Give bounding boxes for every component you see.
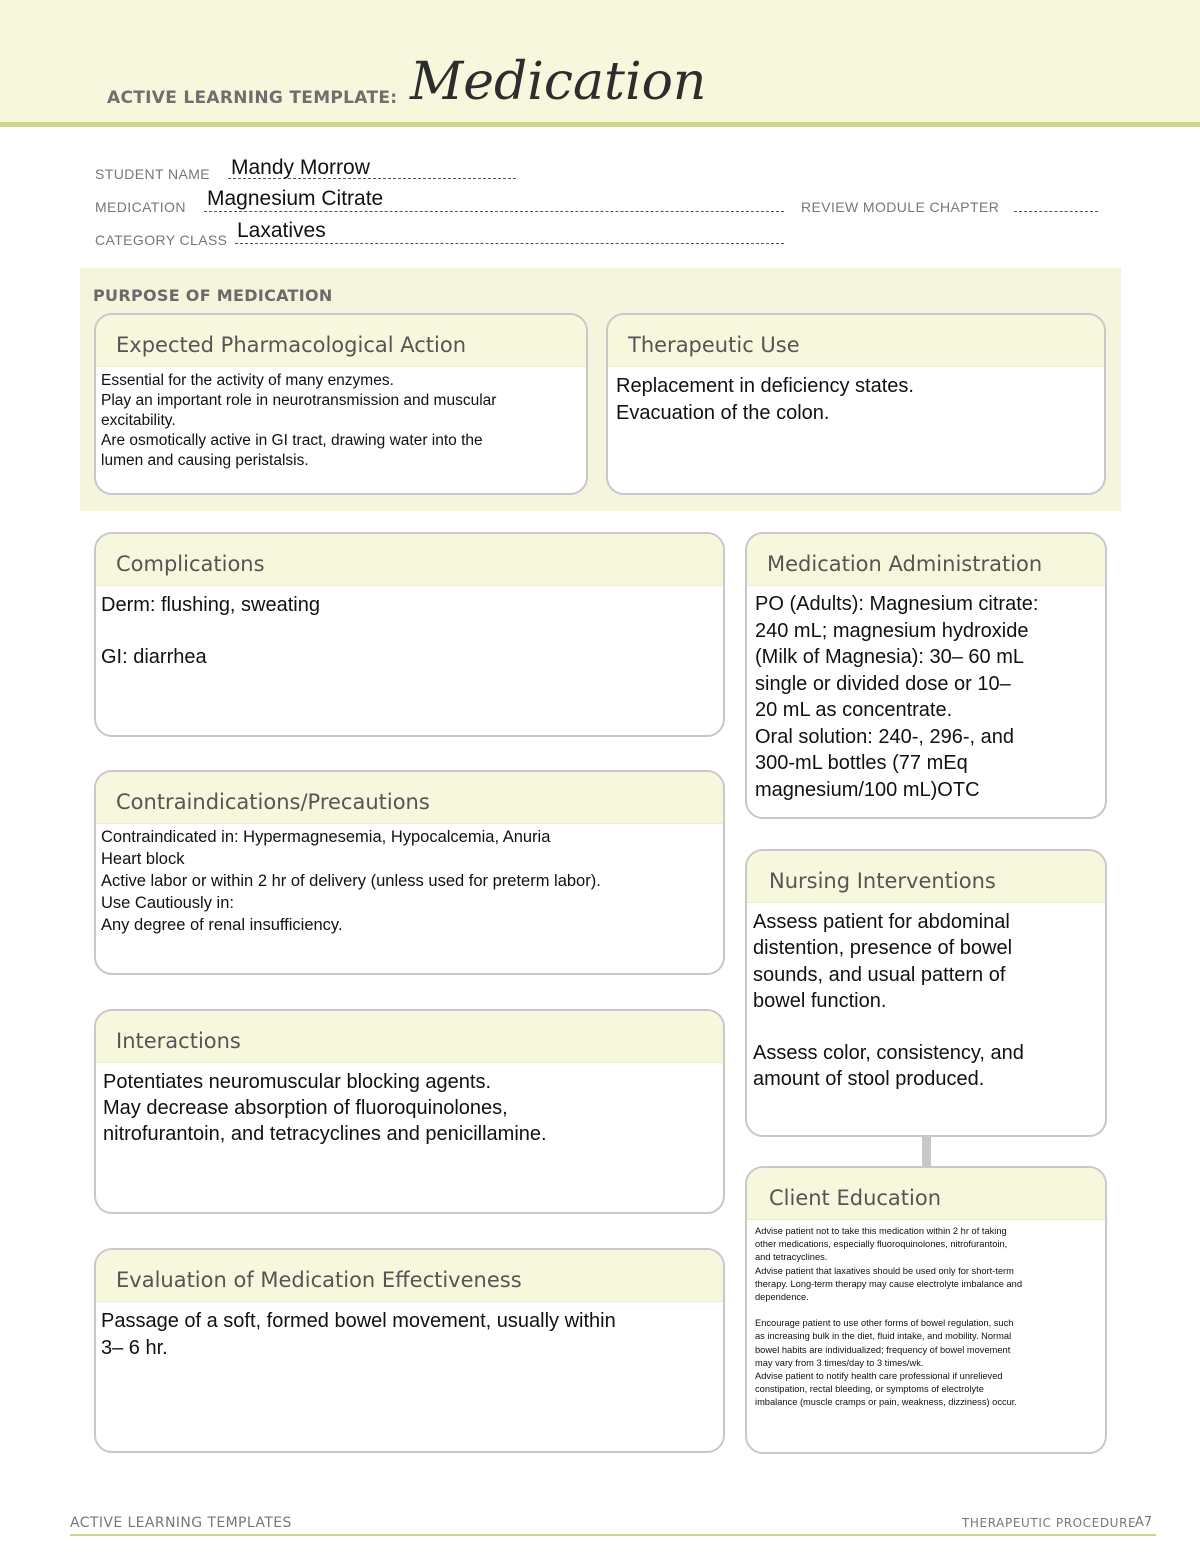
medication-line (204, 211, 784, 212)
text-line: bowel habits are individualized; frequency of bowel movement (755, 1344, 1011, 1355)
text-line: amount of stool produced. (753, 1068, 985, 1091)
text-line: Passage of a soft, formed bowel movement, usually within (101, 1310, 616, 1332)
text-line: Assess patient for abdominal (753, 911, 1010, 933)
text-line: (Milk of Magnesia): 30– 60 mL (755, 646, 1025, 668)
complications-title: Complications (116, 552, 265, 576)
text-line: and tetracyclines. (755, 1252, 828, 1263)
text-line: Assess color, consistency, and (753, 1042, 1024, 1065)
text-line: 3– 6 hr. (101, 1337, 168, 1359)
text-line: lumen and causing peristalsis. (101, 452, 309, 469)
category-field[interactable]: Laxatives (237, 219, 326, 242)
header-rule (0, 122, 1200, 127)
text-line: Advise patient not to take this medication within 2 hr of taking (755, 1226, 1007, 1236)
review-module-label: REVIEW MODULE CHAPTER (801, 199, 1000, 215)
interactions-title: Interactions (116, 1029, 241, 1053)
text-line: 20 mL as concentrate. (755, 699, 953, 721)
text-line: Heart block (101, 850, 185, 868)
evaluation-text (101, 1308, 717, 1362)
text-line: 300-mL bottles (77 mEq (755, 752, 968, 774)
student-name-field[interactable]: Mandy Morrow (231, 156, 370, 179)
text-line: imbalance (muscle cramps or pain, weakness, dizziness) occur. (755, 1397, 1017, 1408)
text-line: therapy. Long-term therapy may cause electrolyte imbalance and (755, 1278, 1022, 1289)
evaluation-card (94, 1248, 725, 1453)
text-line: constipation, rectal bleeding, or symptoms of electrolyte (755, 1384, 984, 1395)
text-line: Encourage patient to use other forms of bowel regulation, such (755, 1318, 1014, 1329)
purpose-title: PURPOSE OF MEDICATION (93, 286, 333, 305)
expected-action-card (94, 313, 588, 495)
text-line: single or divided dose or 10– (755, 672, 1011, 695)
education-text (755, 1225, 1099, 1410)
text-line: Oral solution: 240-, 296-, and (755, 725, 1015, 748)
medication-label: MEDICATION (95, 199, 186, 215)
page-title: Medication (410, 52, 707, 112)
text-line: 240 mL; magnesium hydroxide (755, 619, 1029, 642)
footer-right: THERAPEUTIC PROCEDURE (962, 1516, 1137, 1530)
text-line: magnesium/100 mL)OTC (755, 778, 980, 801)
text-line: Play an important role in neurotransmission and muscular (101, 392, 497, 409)
therapeutic-use-title: Therapeutic Use (628, 333, 800, 357)
student-name-label: STUDENT NAME (95, 166, 210, 182)
text-line: sounds, and usual pattern of (753, 963, 1006, 986)
card-header (747, 534, 1105, 586)
text-line (755, 1304, 1099, 1317)
administration-card (745, 532, 1107, 819)
template-label: ACTIVE LEARNING TEMPLATE: (107, 88, 398, 108)
review-module-line (1014, 211, 1098, 212)
category-line (235, 243, 784, 244)
text-line: Use Cautiously in: (101, 894, 234, 912)
footer-left: ACTIVE LEARNING TEMPLATES (70, 1515, 292, 1531)
text-line: nitrofurantoin, and tetracyclines and penicillamine. (103, 1123, 547, 1145)
education-card (745, 1166, 1107, 1454)
text-line: Advise patient that laxatives should be used only for short-term (755, 1265, 1014, 1276)
education-title: Client Education (769, 1186, 942, 1210)
therapeutic-use-card (606, 313, 1106, 495)
text-line: as increasing bulk in the diet, fluid intake, and mobility. Normal (755, 1331, 1012, 1342)
nursing-card (745, 849, 1107, 1137)
administration-text (755, 591, 1099, 803)
text-line: GI: diarrhea (101, 646, 207, 668)
text-line: other medications, especially fluoroquinolones, nitrofurantoin, (755, 1239, 1008, 1250)
card-header (96, 315, 586, 367)
card-header (96, 1250, 723, 1302)
text-line: dependence. (755, 1292, 809, 1303)
interactions-card (94, 1009, 725, 1214)
expected-action-title: Expected Pharmacological Action (116, 333, 467, 357)
card-header (96, 534, 723, 586)
complications-card (94, 532, 725, 737)
administration-title: Medication Administration (767, 552, 1043, 576)
category-label: CATEGORY CLASS (95, 232, 228, 248)
text-line (101, 618, 717, 644)
contraindications-card (94, 770, 725, 975)
footer-rule (70, 1534, 1156, 1536)
text-line: PO (Adults): Magnesium citrate: (755, 593, 1039, 615)
card-connector (922, 1136, 931, 1166)
expected-action-text (101, 371, 580, 471)
text-line: bowel function. (753, 989, 887, 1012)
text-line: Advise patient to notify health care professional if unrelieved (755, 1371, 1003, 1382)
text-line (753, 1014, 1099, 1040)
card-header (608, 315, 1104, 367)
contraindications-title: Contraindications/Precautions (116, 790, 430, 814)
therapeutic-use-text (616, 373, 1098, 427)
text-line: excitability. (101, 412, 176, 429)
medication-field[interactable]: Magnesium Citrate (207, 187, 384, 210)
text-line: Derm: flushing, sweating (101, 594, 320, 616)
nursing-text (753, 909, 1099, 1093)
evaluation-title: Evaluation of Medication Effectiveness (116, 1268, 522, 1292)
text-line: Evacuation of the colon. (616, 402, 830, 424)
page-number: A7 (1135, 1515, 1153, 1530)
card-header (96, 772, 723, 824)
text-line: May decrease absorption of fluoroquinolones, (103, 1097, 508, 1119)
card-header (747, 851, 1105, 903)
text-line: Are osmotically active in GI tract, drawing water into the (101, 432, 483, 449)
text-line: Essential for the activity of many enzymes. (101, 372, 394, 389)
text-line: Any degree of renal insufficiency. (101, 916, 343, 934)
text-line: may vary from 3 times/day to 3 times/wk. (755, 1357, 924, 1368)
card-header (747, 1168, 1105, 1220)
contraindications-text (101, 826, 717, 936)
text-line: Contraindicated in: Hypermagnesemia, Hypocalcemia, Anuria (101, 828, 551, 846)
text-line: Replacement in deficiency states. (616, 375, 914, 397)
text-line: distention, presence of bowel (753, 937, 1013, 960)
nursing-title: Nursing Interventions (769, 869, 996, 893)
card-header (96, 1011, 723, 1063)
text-line: Active labor or within 2 hr of delivery (unless used for preterm labor). (101, 872, 601, 890)
complications-text (101, 592, 717, 670)
text-line: Potentiates neuromuscular blocking agents. (103, 1071, 492, 1093)
interactions-text (103, 1069, 717, 1147)
